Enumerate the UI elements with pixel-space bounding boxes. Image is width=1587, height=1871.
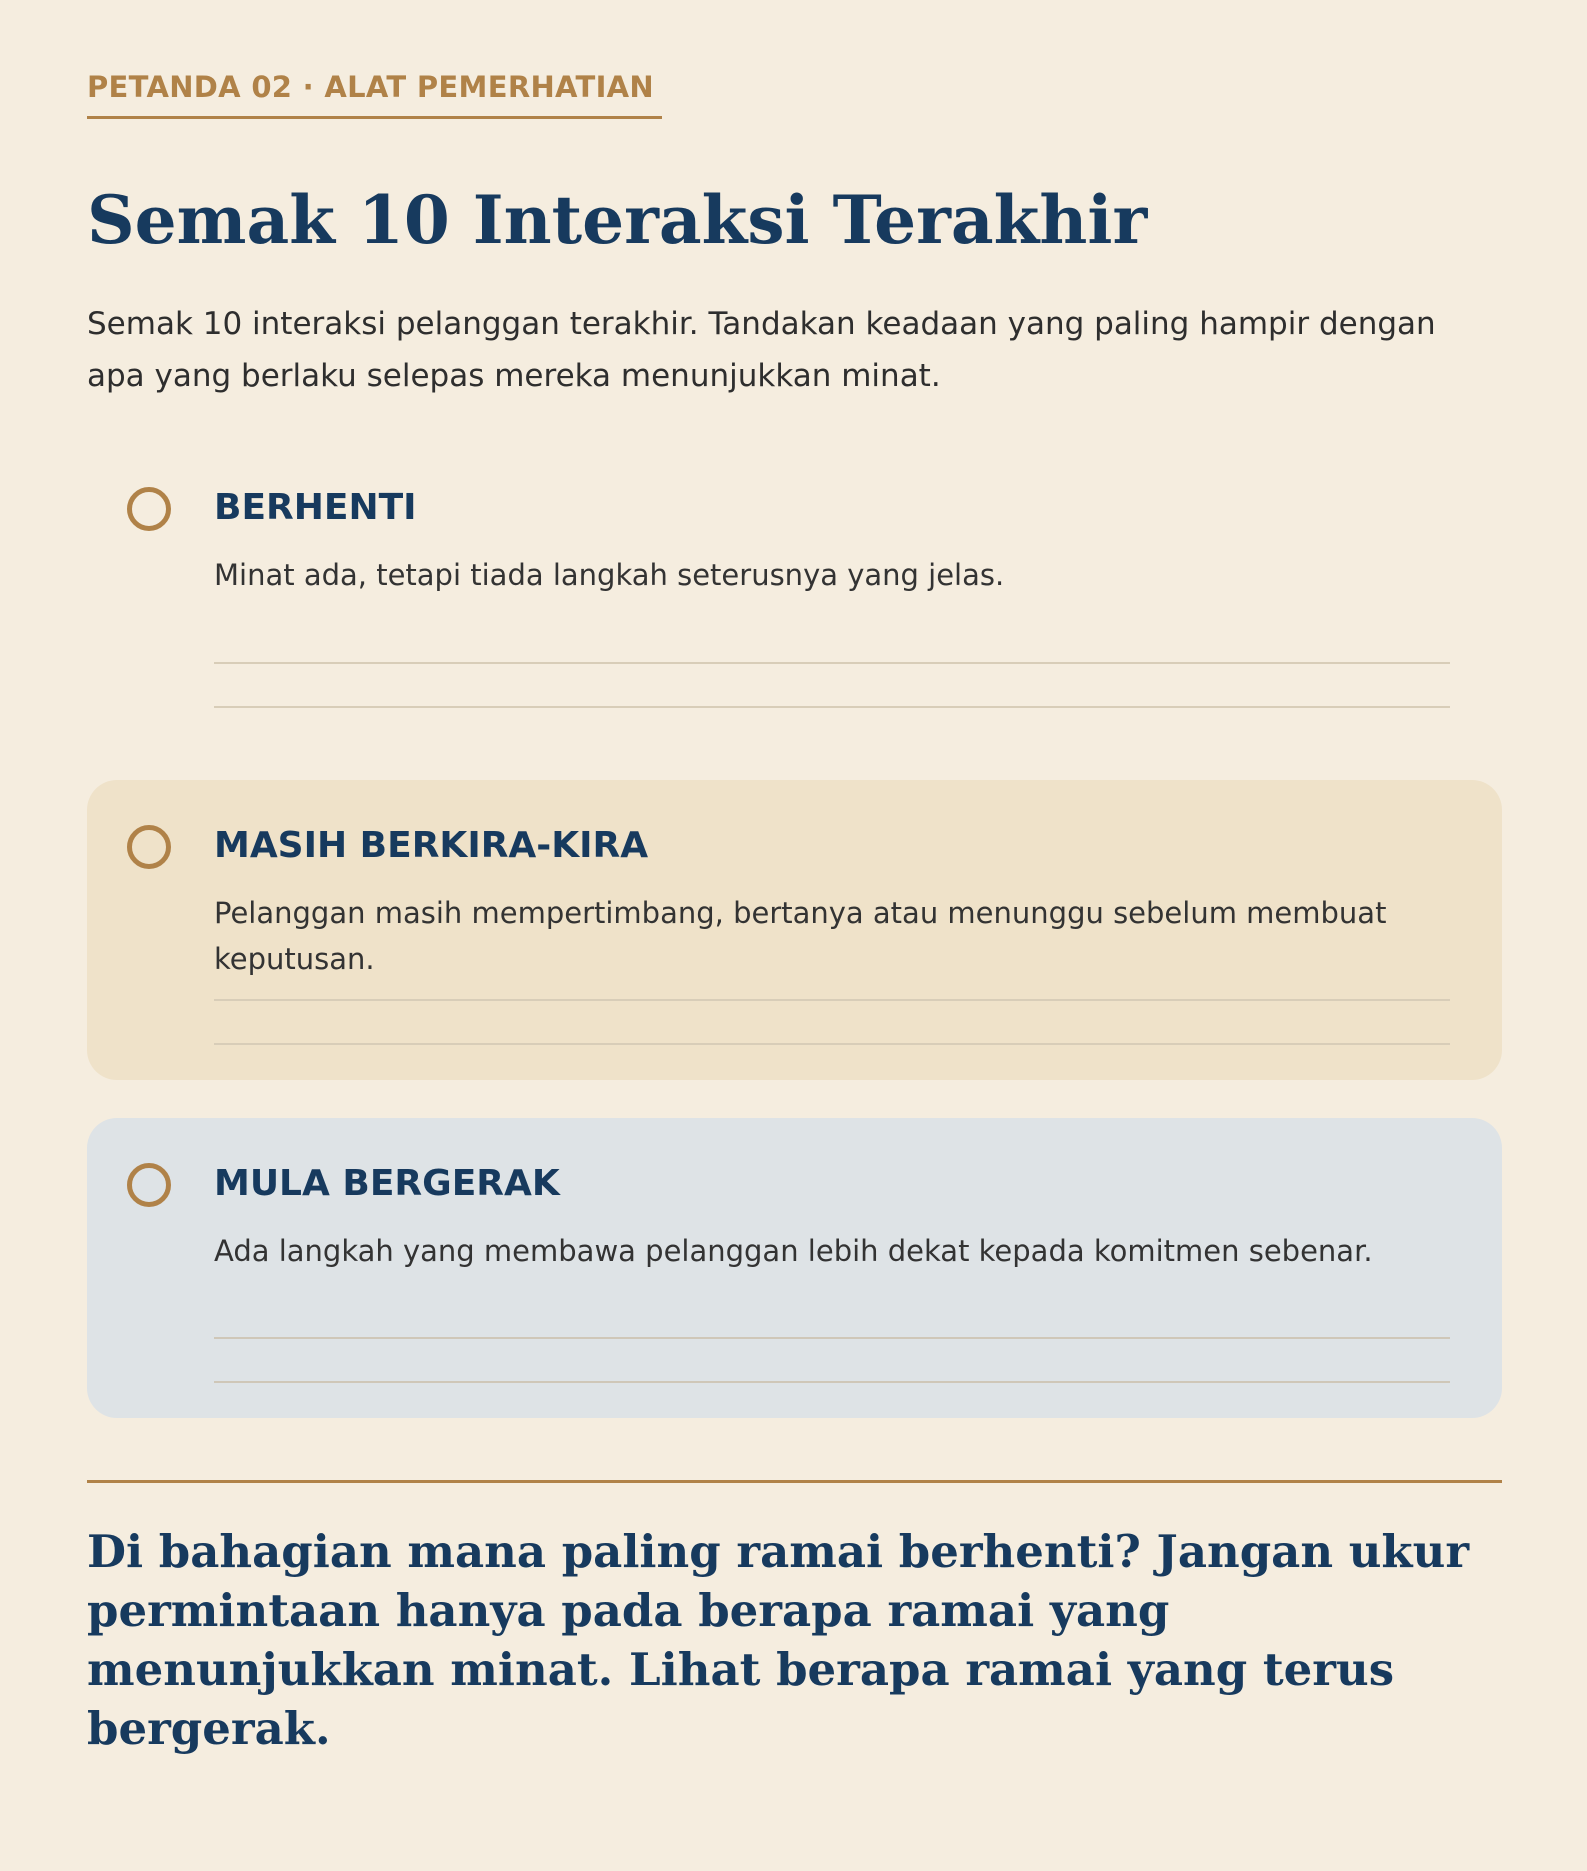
writing-line — [214, 1381, 1450, 1383]
option-description: Minat ada, tetapi tiada langkah seterusnya yang jelas. — [214, 558, 1005, 592]
worksheet-page — [87, 0, 1502, 1871]
option-masih-berkira-kira[interactable] — [87, 780, 1502, 1080]
closing-question: Di bahagian mana paling ramai berhenti? Jangan ukur permintaan hanya pada berapa ramai yang menunjukkan minat. Lihat berapa ramai yang terus bergerak. — [87, 1525, 1470, 1755]
option-label: BERHENTI — [214, 487, 417, 528]
radio-button-mula-bergerak[interactable] — [127, 1163, 171, 1207]
writing-line — [214, 1337, 1450, 1339]
option-label: MASIH BERKIRA-KIRA — [214, 825, 649, 866]
option-description: Ada langkah yang membawa pelanggan lebih dekat kepada komitmen sebenar. — [214, 1234, 1373, 1268]
option-berhenti[interactable] — [87, 460, 1502, 730]
writing-line — [214, 1043, 1450, 1045]
radio-button-masih-berkira-kira[interactable] — [127, 825, 171, 869]
page-title: Semak 10 Interaksi Terakhir — [87, 181, 1148, 259]
section-eyebrow: PETANDA 02 · ALAT PEMERHATIAN — [87, 70, 662, 119]
writing-line — [214, 999, 1450, 1001]
writing-line — [214, 706, 1450, 708]
intro-text: Semak 10 interaksi pelanggan terakhir. Tandakan keadaan yang paling hampir dengan apa yang berlaku selepas mereka menunjukkan minat. — [87, 306, 1436, 394]
radio-button-berhenti[interactable] — [127, 487, 171, 531]
option-mula-bergerak[interactable] — [87, 1118, 1502, 1418]
writing-line — [214, 662, 1450, 664]
section-divider — [87, 1480, 1502, 1483]
option-label: MULA BERGERAK — [214, 1163, 560, 1204]
option-description: Pelanggan masih mempertimbang, bertanya atau menunggu sebelum membuat keputusan. — [214, 896, 1387, 976]
